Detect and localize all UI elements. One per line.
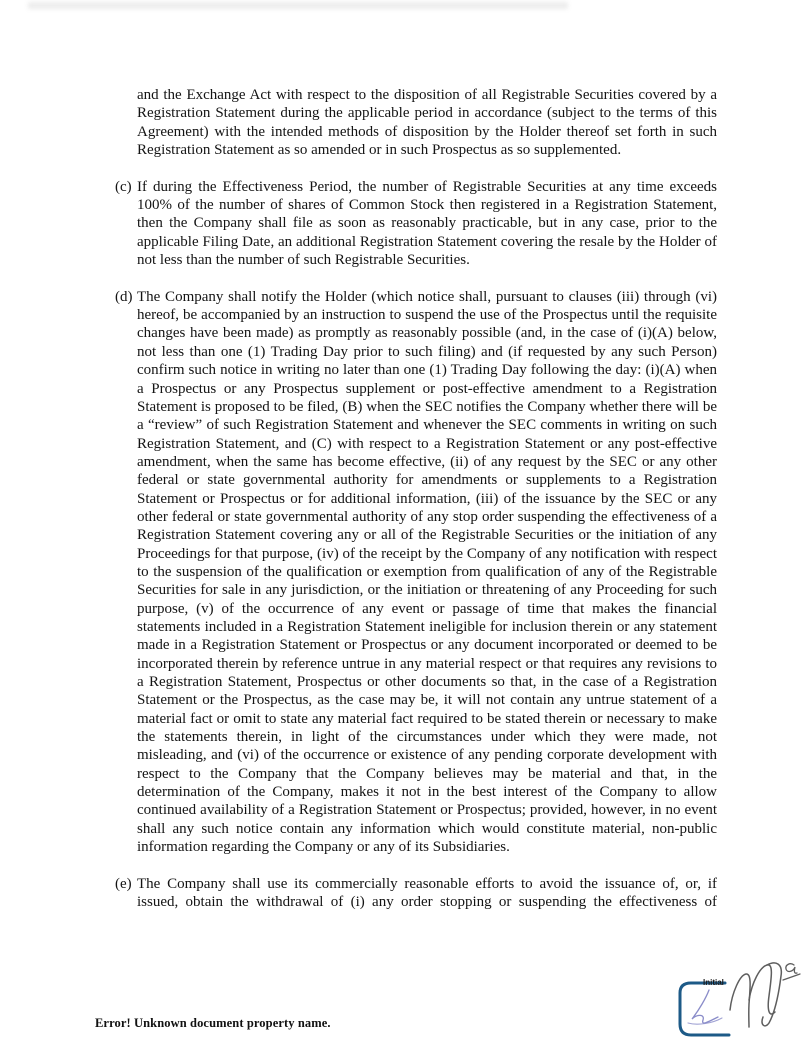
paragraph-d-text: The Company shall notify the Holder (which notice shall, pursuant to clauses (iii) through (vi) hereof, be accompanied by an instruction to suspend the use of the Prospectus until the requisite changes have been made) as promptly as reasonably possible (and, in the case of (i)(A) below, not less than one (1) Trading Day prior to such filing) and (if requested by any such Person) confirm such notice in writing no later than one (1) Trading Day following the day: (i)(A) when a Prospectus or any Prospectus supplement or post-effective amendment to a Registration Statement is proposed to be filed, (B) when the SEC notifies the Company whether there will be a “review” of such Registration Statement and whenever the SEC comments in writing on such Registration Statement, and (C) with respect to a Registration Statement or any post-effective amendment, when the same has become effective, (ii) of any request by the SEC or any other federal or state governmental authority for amendments or supplements to a Registration Statement or Prospectus or for additional information, (iii) of the issuance by the SEC or any other federal or state governmental authority of any stop order suspending the effectiveness of a Registration Statement covering any or all of the Registrable Securities or the initiation of any Proceedings for that purpose, (iv) of the receipt by the Company of any notification with respect to the suspension of the qualification or exemption from qualification of any of the Registrable Securities for sale in any jurisdiction, or the initiation or threatening of any Proceeding for such purpose, (v) of the occurrence of any event or passage of time that makes the financial statements included in a Registration Statement ineligible for inclusion therein or any statement made in a Registration Statement or Prospectus or any document incorporated or deemed to be incorporated therein by reference untrue in any material respect or that requires any revisions to a Registration Statement, Prospectus or other documents so that, in the case of a Registration Statement or the Prospectus, as the case may be, it will not contain any untrue statement of a material fact or omit to state any material fact required to be stated therein or necessary to make the statements therein, in light of the circumstances under which they were made, not misleading, and (vi) of the occurrence or existence of any pending corporate development with respect to the Company that the Company believes may be material and that, in the determination of the Company, makes it not in the best interest of the Company to allow continued availability of a Registration Statement or Prospectus; provided, however, in no event shall any such notice contain any information which would constitute material, non-public information regarding the Company or any of its Subsidiaries. xyxy=(137,288,717,856)
initials-squiggle-underline-icon xyxy=(688,1018,722,1024)
document-body xyxy=(115,86,717,930)
paragraph-c-text: If during the Effectiveness Period, the number of Registrable Securities at any time exceeds 100% of the number of shares of Common Stock then registered in a Registration Statement, then the Company shall file as soon as reasonably practicable, but in any case, prior to the applicable Filing Date, an additional Registration Statement covering the resale by the Holder of not less than the number of such Registrable Securities. xyxy=(137,178,717,269)
paragraph-d-label: (d) xyxy=(115,288,133,305)
paragraph-c xyxy=(115,178,717,270)
paragraph-e-text: The Company shall use its commercially reasonable efforts to avoid the issuance of, or, if issued, obtain the withdrawal of (i) any order stopping or suspending the effectiveness of xyxy=(137,875,717,911)
paragraph-e-label: (e) xyxy=(115,875,132,892)
initial-field-label: Initial xyxy=(703,978,724,987)
paragraph-c-label: (c) xyxy=(115,178,132,195)
paragraph-continuation: and the Exchange Act with respect to the disposition of all Registrable Securities covered by a Registration Statement during the applicable period in accordance (subject to the terms of this Agreement) with the intended methods of disposition by the Holder thereof set forth in such Registration Statement as so amended or in such Prospectus as so supplemented. xyxy=(137,87,717,159)
scan-artifact xyxy=(28,2,568,9)
handwritten-superscript-a-underline-icon xyxy=(783,974,800,980)
initial-stamp xyxy=(663,956,811,1050)
footer-error-field: Error! Unknown document property name. xyxy=(95,1016,331,1030)
paragraph-d xyxy=(115,288,717,857)
initials-squiggle-icon xyxy=(692,990,718,1023)
handwritten-initial-m-stroke2-icon xyxy=(749,965,775,1014)
handwritten-initial-m-stroke1-icon xyxy=(730,974,750,1027)
handwritten-superscript-a-icon xyxy=(786,964,797,973)
paragraph-e xyxy=(115,875,717,912)
initial-field-bracket-icon xyxy=(680,983,729,1035)
